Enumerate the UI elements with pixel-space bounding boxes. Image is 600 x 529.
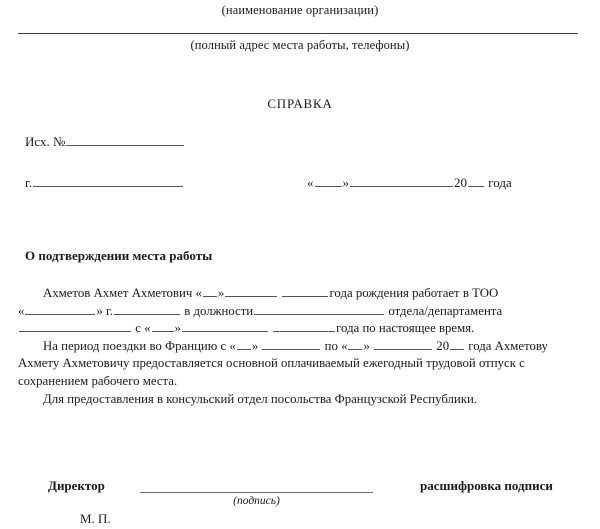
- paragraph-purpose: [18, 391, 582, 409]
- date-year-blank[interactable]: [468, 174, 484, 187]
- city-blank[interactable]: [33, 174, 183, 187]
- signature-line[interactable]: [140, 492, 373, 493]
- since-month-blank[interactable]: [182, 320, 268, 332]
- trip-from-month-blank[interactable]: [262, 338, 320, 350]
- date-day-blank[interactable]: [315, 174, 342, 187]
- trip-year-prefix: 20: [436, 338, 450, 353]
- reference-number-blank[interactable]: [66, 133, 184, 146]
- company-quote-open: «: [18, 303, 25, 318]
- birth-date-quote-close: »: [217, 286, 225, 300]
- company-city-blank[interactable]: [114, 303, 180, 315]
- date-year-suffix: года: [488, 175, 512, 190]
- signature-caption: (подпись): [233, 495, 280, 507]
- subject-heading: О подтверждении места работы: [25, 248, 213, 263]
- company-city-label: г.: [106, 303, 114, 318]
- trip-from-quote-close: »: [251, 338, 259, 353]
- header-divider-rule: [18, 33, 578, 34]
- preposition-in: в: [184, 303, 191, 318]
- paragraph-vacation-line3: [18, 373, 582, 391]
- trip-to-quote-close: »: [363, 338, 370, 353]
- reference-number-label: Исх. №: [25, 134, 66, 149]
- position-blank[interactable]: [254, 303, 384, 315]
- city-label: г.: [25, 175, 33, 190]
- paragraph-employment-details-line2: [18, 303, 582, 321]
- trip-from-quote-open: «: [229, 338, 236, 353]
- position-label: должности: [193, 303, 254, 318]
- date-month-blank[interactable]: [350, 174, 453, 187]
- trip-to-day-blank[interactable]: [348, 338, 362, 350]
- document-title: СПРАВКА: [267, 96, 333, 111]
- since-year-blank[interactable]: [273, 320, 335, 332]
- signatory-role: Директор: [48, 478, 105, 493]
- since-day-blank[interactable]: [152, 320, 174, 332]
- paragraph-vacation-line2: [18, 355, 582, 373]
- trip-to-month-blank[interactable]: [374, 338, 432, 350]
- vacation-tail: сохранением рабочего места.: [18, 373, 178, 388]
- employee-full-name: Ахметов Ахмет Ахметович: [43, 286, 193, 300]
- date-year-prefix: 20: [454, 175, 467, 190]
- date-row: [307, 174, 512, 191]
- birth-day-blank[interactable]: [203, 285, 217, 297]
- date-open-quote: «: [307, 175, 314, 190]
- organization-address-caption: (полный адрес места работы, телефоны): [190, 38, 410, 52]
- paragraph-employment-details: [18, 285, 582, 303]
- stamp-mark: М. П.: [80, 511, 111, 526]
- trip-from-day-blank[interactable]: [237, 338, 251, 350]
- trip-mid: по: [324, 338, 338, 353]
- department-name-blank[interactable]: [19, 320, 131, 332]
- since-quote-open: «: [144, 321, 151, 336]
- paragraph-employment-details-line3: [18, 320, 582, 338]
- reference-number-row: [25, 133, 185, 150]
- city-row: [25, 174, 184, 191]
- company-name-blank[interactable]: [25, 303, 95, 315]
- trip-year-word: года: [468, 338, 492, 353]
- trip-year-blank[interactable]: [450, 338, 464, 350]
- birth-month-blank[interactable]: [225, 285, 277, 297]
- paragraph-vacation: [18, 338, 582, 356]
- birth-year-tail: года рождения работает в ТОО: [329, 286, 499, 300]
- signatory-name-placeholder: расшифровка подписи: [420, 478, 553, 493]
- since-tail: года по настоящее время.: [336, 321, 475, 336]
- birth-date-quote-open: «: [195, 286, 202, 300]
- birth-year-blank[interactable]: [282, 285, 328, 297]
- employee-dative-rest: Ахмету Ахметовичу предоставляется основной оплачиваемый ежегодный трудовой отпуск с: [18, 356, 525, 371]
- department-label: отдела/департамента: [388, 303, 503, 318]
- employee-dative-first: Ахметову: [494, 338, 548, 353]
- organization-name-caption: (наименование организации): [221, 3, 379, 17]
- company-quote-close: »: [96, 303, 103, 318]
- document-body: [18, 285, 582, 408]
- purpose-text: Для предоставления в консульский отдел посольства Французской Республики.: [43, 391, 478, 406]
- trip-to-quote-open: «: [341, 338, 348, 353]
- since-quote-close: »: [174, 321, 181, 336]
- date-close-quote: »: [342, 175, 349, 190]
- trip-lead: На период поездки во Францию с: [43, 338, 227, 353]
- since-label: с: [135, 321, 141, 336]
